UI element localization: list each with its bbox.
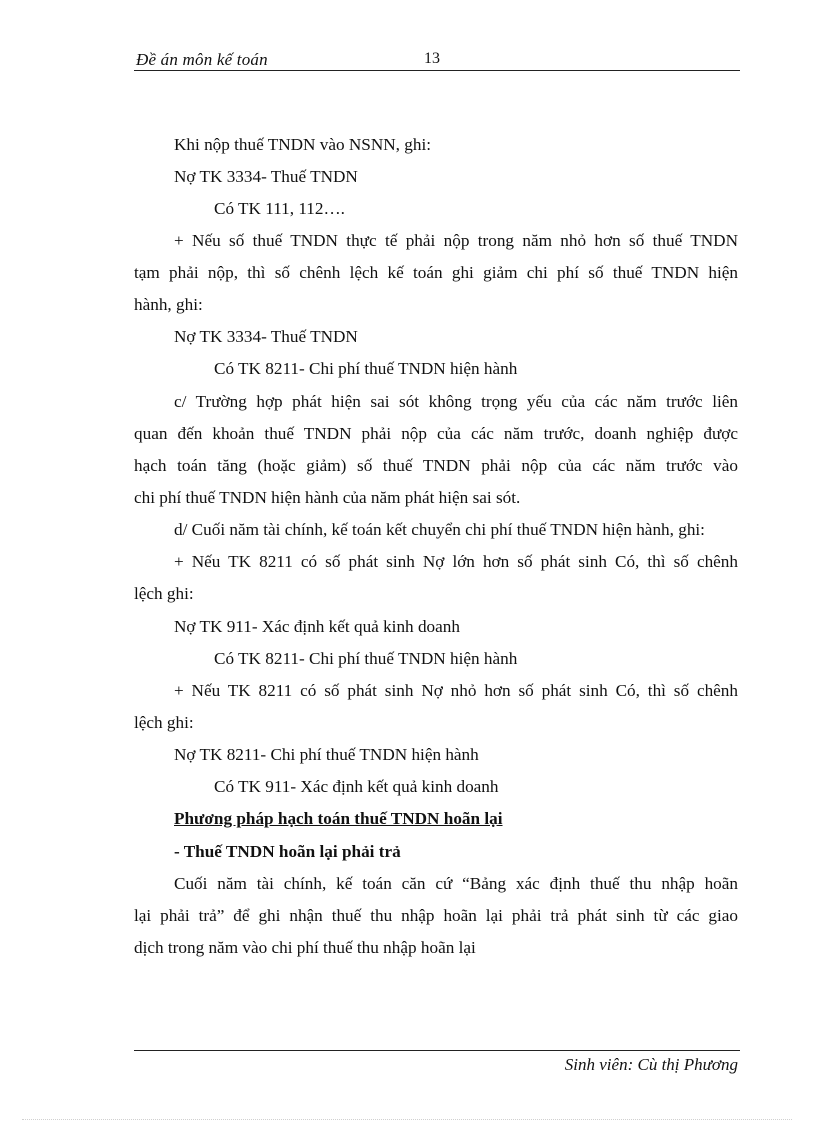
text-line-6: hành, ghi: [134, 295, 203, 314]
text-line-2: Nợ TK 3334- Thuế TNDN [174, 167, 358, 186]
text-line-4: + Nếu số thuế TNDN thực tế phải nộp trong năm nhỏ hơn số thuế TNDN [174, 231, 738, 250]
text-line-17: Có TK 8211- Chi phí thuế TNDN hiện hành [214, 649, 518, 668]
text-line-15: lệch ghi: [134, 584, 194, 603]
text-line-25: lại phải trả” để ghi nhận thuế thu nhập hoãn lại phải trả phát sinh từ các giao [134, 906, 738, 925]
subsection-heading: - Thuế TNDN hoãn lại phải trả [174, 842, 401, 861]
text-line-3: Có TK 111, 112…. [214, 199, 345, 218]
text-line-7: Nợ TK 3334- Thuế TNDN [174, 327, 358, 346]
text-line-18: + Nếu TK 8211 có số phát sinh Nợ nhỏ hơn số phát sinh Có, thì số chênh [174, 681, 738, 700]
text-line-12: chi phí thuế TNDN hiện hành của năm phát hiện sai sót. [134, 488, 521, 507]
footer-divider [134, 1050, 740, 1051]
page-number: 13 [424, 50, 440, 67]
header-divider [134, 70, 740, 71]
text-line-5: tạm phải nộp, thì số chênh lệch kế toán ghi giảm chi phí số thuế TNDN hiện [134, 263, 738, 282]
text-line-16: Nợ TK 911- Xác định kết quả kinh doanh [174, 617, 460, 636]
section-heading: Phương pháp hạch toán thuế TNDN hoãn lại [174, 809, 503, 828]
text-line-8: Có TK 8211- Chi phí thuế TNDN hiện hành [214, 359, 518, 378]
text-line-19: lệch ghi: [134, 713, 194, 732]
text-line-10: quan đến khoản thuế TNDN phải nộp của các năm trước, doanh nghiệp được [134, 424, 738, 443]
text-line-14: + Nếu TK 8211 có số phát sinh Nợ lớn hơn số phát sinh Có, thì số chênh [174, 552, 738, 571]
footer-author: Sinh viên: Cù thị Phương [564, 1055, 738, 1074]
text-line-1: Khi nộp thuế TNDN vào NSNN, ghi: [174, 135, 432, 154]
text-line-21: Có TK 911- Xác định kết quả kinh doanh [214, 777, 499, 796]
text-line-9: c/ Trường hợp phát hiện sai sót không trọng yếu của các năm trước liên [174, 392, 738, 411]
text-line-26: dịch trong năm vào chi phí thuế thu nhập hoãn lại [134, 938, 476, 957]
page-bottom-edge [22, 1119, 792, 1120]
text-line-20: Nợ TK 8211- Chi phí thuế TNDN hiện hành [174, 745, 479, 764]
text-line-13: d/ Cuối năm tài chính, kế toán kết chuyển chi phí thuế TNDN hiện hành, ghi: [174, 520, 705, 539]
text-line-11: hạch toán tăng (hoặc giảm) số thuế TNDN phải nộp của các năm trước vào [134, 456, 738, 475]
header-title: Đề án môn kế toán [136, 50, 268, 69]
text-line-24: Cuối năm tài chính, kế toán căn cứ “Bảng xác định thuế thu nhập hoãn [174, 874, 738, 893]
